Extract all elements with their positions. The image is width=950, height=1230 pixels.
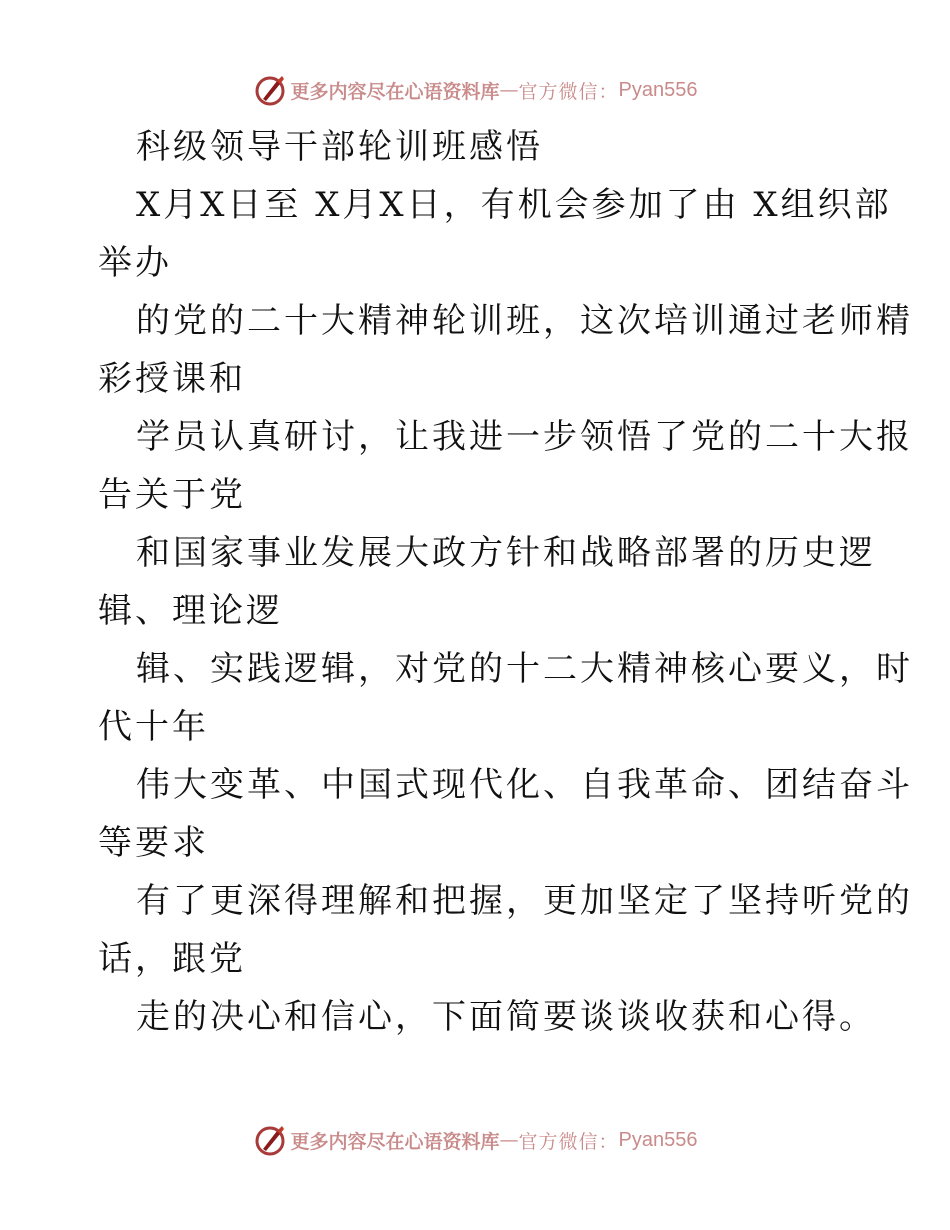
quill-pen-logo-icon [253,1123,287,1157]
text-line: 的党的二十大精神轮训班，这次培训通过老师精 [136,301,913,341]
watermark-wechat-id: Pyan556 [618,78,698,101]
text-line: 辑、实践逻辑，对党的十二大精神核心要义，时 [136,649,913,689]
watermark-wechat-label: 官方微信： [518,1130,619,1153]
text-line: 有了更深得理解和把握，更加坚定了坚持听党的 [136,881,913,921]
text-line: 代十年 [98,707,209,747]
text-line: 话，跟党 [98,939,246,979]
text-line: 伟大变革、中国式现代化、自我革命、团结奋斗 [136,765,913,805]
text-line: 彩授课和 [98,359,246,399]
document-title: 科级领导干部轮训班感悟 [136,127,543,167]
text-line: 和国家事业发展大政方针和战略部署的历史逻 [136,533,876,573]
footer-watermark [0,1120,950,1160]
watermark-text: 更多内容尽在心语资料库 [290,1130,500,1153]
text-line: 等要求 [98,823,209,863]
document-body [98,118,913,1046]
quill-pen-logo-icon [253,73,287,107]
text-line: 举办 [98,243,172,283]
watermark-dash: — [499,79,519,101]
watermark-text: 更多内容尽在心语资料库 [290,80,500,103]
text-line: 辑、理论逻 [98,591,283,631]
watermark-wechat-id: Pyan556 [618,1128,698,1151]
text-line: 告关于党 [98,475,246,515]
watermark-dash: — [499,1129,519,1151]
text-line: 走的决心和信心，下面简要谈谈收获和心得。 [136,997,876,1037]
header-watermark [0,70,950,110]
text-line: 学员认真研讨，让我进一步领悟了党的二十大报 [136,417,913,457]
watermark-wechat-label: 官方微信： [518,80,619,103]
text-line: X月X日至 X月X日，有机会参加了由 X组织部 [136,185,892,225]
